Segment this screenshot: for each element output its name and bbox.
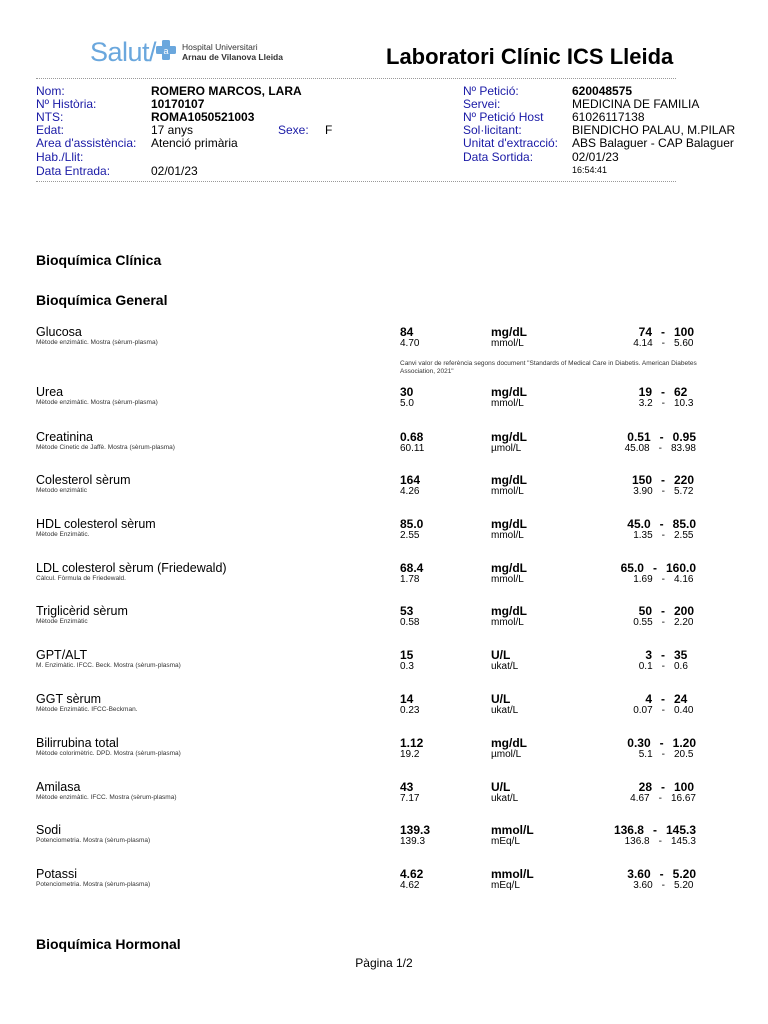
result-unit: mg/dL <box>491 517 527 531</box>
table-row <box>36 867 736 897</box>
sortida-label: Data Sortida: <box>463 150 534 164</box>
range-low: 45.08 <box>624 443 650 454</box>
range-low: 0.30 <box>627 736 651 750</box>
range-high: 200 <box>674 604 695 618</box>
result-unit: mg/dL <box>491 325 527 339</box>
result-unit-si: ukat/L <box>491 793 519 804</box>
range-high: 2.20 <box>674 617 694 628</box>
section-bioquimica-clinica: Bioquímica Clínica <box>36 252 162 268</box>
reference-range <box>576 780 696 794</box>
test-method: Potenciometria. Mostra (sèrum-plasma) <box>36 881 151 888</box>
range-high: 10.3 <box>674 398 694 409</box>
range-high: 24 <box>674 692 688 706</box>
table-row <box>36 473 736 503</box>
range-high: 0.95 <box>672 430 696 444</box>
area-label: Area d'assistència: <box>36 136 137 150</box>
range-dash: - <box>661 692 665 706</box>
range-high: 145.3 <box>670 836 696 847</box>
result-value: 14 <box>400 692 414 706</box>
host-value: 61026117138 <box>572 110 645 124</box>
result-value-si: 0.3 <box>400 661 414 672</box>
range-low: 0.07 <box>633 705 653 716</box>
range-low: 19 <box>638 385 652 399</box>
range-dash: - <box>661 325 665 339</box>
range-high: 220 <box>674 473 695 487</box>
section-bioquimica-general: Bioquímica General <box>36 292 168 308</box>
table-row <box>36 823 736 853</box>
range-high: 0.40 <box>674 705 694 716</box>
page-title: Laboratori Clínic ICS Lleida <box>386 44 674 69</box>
result-value: 164 <box>400 473 421 487</box>
range-dash: - <box>659 430 664 444</box>
table-row <box>36 385 736 415</box>
reference-range <box>576 867 696 881</box>
range-low: 3.90 <box>633 486 653 497</box>
test-name: Creatinina <box>36 430 93 444</box>
reference-range-si <box>576 749 696 760</box>
range-dash: - <box>661 661 665 672</box>
range-high: 5.20 <box>674 880 694 891</box>
result-unit: mg/dL <box>491 430 527 444</box>
range-low: 45.0 <box>627 517 651 531</box>
divider-bottom <box>36 181 676 182</box>
reference-range <box>576 561 696 575</box>
result-unit-si: mmol/L <box>491 530 524 541</box>
range-low: 1.69 <box>633 574 653 585</box>
test-method: Metodo enzimàtic <box>36 487 87 494</box>
result-value-si: 1.78 <box>400 574 420 585</box>
range-high: 62 <box>674 385 688 399</box>
nts-label: NTS: <box>36 110 64 124</box>
test-name: Amilasa <box>36 780 81 794</box>
sol-value: BIENDICHO PALAU, M.PILAR <box>572 123 736 137</box>
patient-name: ROMERO MARCOS, LARA <box>151 84 302 98</box>
table-row <box>36 517 736 547</box>
reference-range-si <box>576 705 696 716</box>
result-unit-si: µmol/L <box>491 749 522 760</box>
range-low: 65.0 <box>620 561 644 575</box>
range-low: 28 <box>638 780 652 794</box>
range-high: 100 <box>674 780 695 794</box>
range-dash: - <box>661 486 665 497</box>
result-value: 15 <box>400 648 414 662</box>
divider-top <box>36 78 676 79</box>
range-dash: - <box>661 780 665 794</box>
table-row <box>36 561 736 591</box>
range-high: 1.20 <box>672 736 696 750</box>
reference-range <box>576 823 696 837</box>
range-high: 35 <box>674 648 688 662</box>
result-value-si: 0.58 <box>400 617 420 628</box>
section-bioquimica-hormonal: Bioquímica Hormonal <box>36 936 181 952</box>
edat-value: 17 anys <box>151 123 194 137</box>
result-value: 30 <box>400 385 414 399</box>
table-row <box>36 325 736 355</box>
result-unit-si: µmol/L <box>491 443 522 454</box>
edat-label: Edat: <box>36 123 65 137</box>
result-unit: U/L <box>491 692 511 706</box>
reference-range <box>576 430 696 444</box>
range-low: 0.1 <box>638 661 653 672</box>
range-low: 136.8 <box>624 836 650 847</box>
reference-range-si <box>576 836 696 847</box>
reference-range-si <box>576 486 696 497</box>
reference-range-si <box>576 880 696 891</box>
result-value: 139.3 <box>400 823 431 837</box>
range-low: 4.14 <box>633 338 653 349</box>
reference-note: Canvi valor de referència segons document "Standards of Medical Care in Diabetis. American Diabetes Association, 2021" <box>400 360 697 375</box>
result-value: 68.4 <box>400 561 424 575</box>
test-method: Mètode Enzimàtic <box>36 618 88 625</box>
historia-value: 10170107 <box>151 97 205 111</box>
range-dash: - <box>658 836 662 847</box>
test-name: GPT/ALT <box>36 648 88 662</box>
result-unit-si: mmol/L <box>491 486 524 497</box>
reference-range <box>576 325 696 339</box>
range-dash: - <box>661 385 665 399</box>
svg-text:a: a <box>163 46 169 56</box>
reference-range <box>576 692 696 706</box>
test-method: Mètode enzimàtic. IFCC. Mostra (sèrum-plasma) <box>36 794 177 801</box>
sexe-label: Sexe: <box>278 123 309 137</box>
medical-cross-icon <box>154 38 178 62</box>
unitat-label: Unitat d'extracció: <box>463 136 558 150</box>
test-method: Mètode colorimètric. DPD. Mostra (sèrum-plasma) <box>36 750 181 757</box>
range-low: 0.55 <box>633 617 653 628</box>
reference-range <box>576 736 696 750</box>
range-dash: - <box>658 443 662 454</box>
reference-range <box>576 473 696 487</box>
result-unit-si: mmol/L <box>491 617 524 628</box>
reference-range-si <box>576 398 696 409</box>
result-unit: mg/dL <box>491 385 527 399</box>
result-value-si: 60.11 <box>400 443 425 454</box>
range-dash: - <box>661 880 665 891</box>
reference-range-si <box>576 617 696 628</box>
range-dash: - <box>659 867 664 881</box>
table-row <box>36 692 736 722</box>
range-high: 0.6 <box>674 661 688 672</box>
range-dash: - <box>652 823 657 837</box>
result-value-si: 7.17 <box>400 793 420 804</box>
result-value-si: 4.26 <box>400 486 420 497</box>
reference-range-si <box>576 793 696 804</box>
test-name: Glucosa <box>36 325 82 339</box>
host-label: Nº Petició Host <box>463 110 544 124</box>
result-unit: U/L <box>491 780 511 794</box>
test-name: Potassi <box>36 867 77 881</box>
result-value: 1.12 <box>400 736 424 750</box>
range-dash: - <box>661 749 665 760</box>
result-unit: mg/dL <box>491 473 527 487</box>
result-value: 0.68 <box>400 430 424 444</box>
result-unit: U/L <box>491 648 511 662</box>
table-row <box>36 648 736 678</box>
range-high: 4.16 <box>674 574 694 585</box>
range-low: 4 <box>645 692 652 706</box>
test-method: Mètode Cinetic de Jaffè. Mostra (sèrum-plasma) <box>36 444 175 451</box>
result-value-si: 139.3 <box>400 836 426 847</box>
range-dash: - <box>661 604 665 618</box>
sortida-value: 02/01/23 <box>572 150 619 164</box>
test-name: Bilirrubina total <box>36 736 119 750</box>
range-low: 4.67 <box>630 793 650 804</box>
range-low: 5.1 <box>638 749 653 760</box>
entrada-value: 02/01/23 <box>151 164 198 178</box>
test-method: M. Enzimàtic. IFCC. Beck. Mostra (sèrum-plasma) <box>36 662 181 669</box>
range-high: 5.72 <box>674 486 694 497</box>
result-value: 53 <box>400 604 414 618</box>
range-low: 0.51 <box>627 430 651 444</box>
nts-value: ROMA1050521003 <box>151 110 255 124</box>
reference-range <box>576 648 696 662</box>
reference-range-si <box>576 661 696 672</box>
historia-label: Nº Història: <box>36 97 97 111</box>
test-method: Mètode Enzimàtic. <box>36 531 90 538</box>
range-high: 160.0 <box>665 561 696 575</box>
salut-logo <box>90 34 283 70</box>
result-unit-si: mEq/L <box>491 836 520 847</box>
range-high: 100 <box>674 325 695 339</box>
hab-label: Hab./Llit: <box>36 150 84 164</box>
unitat-value: ABS Balaguer - CAP Balaguer <box>572 136 734 150</box>
test-name: HDL colesterol sèrum <box>36 517 156 531</box>
range-high: 5.60 <box>674 338 694 349</box>
range-dash: - <box>661 617 665 628</box>
test-method: Potenciometria. Mostra (sèrum-plasma) <box>36 837 151 844</box>
peticio-label: Nº Petició: <box>463 84 519 98</box>
table-row <box>36 780 736 810</box>
reference-range <box>576 385 696 399</box>
range-high: 85.0 <box>672 517 696 531</box>
hospital-name: Hospital Universitari Arnau de Vilanova Lleida <box>182 42 283 62</box>
reference-range-si <box>576 530 696 541</box>
result-value: 85.0 <box>400 517 424 531</box>
range-high: 145.3 <box>665 823 696 837</box>
result-value-si: 2.55 <box>400 530 420 541</box>
result-value-si: 5.0 <box>400 398 414 409</box>
test-name: LDL colesterol sèrum (Friedewald) <box>36 561 227 575</box>
range-low: 3.60 <box>633 880 653 891</box>
range-high: 2.55 <box>674 530 694 541</box>
result-unit-si: mmol/L <box>491 574 524 585</box>
test-method: Mètode enzimàtic. Mostra (sèrum-plasma) <box>36 399 158 406</box>
test-name: GGT sèrum <box>36 692 102 706</box>
result-value: 4.62 <box>400 867 424 881</box>
range-high: 16.67 <box>670 793 696 804</box>
result-unit-si: mmol/L <box>491 398 524 409</box>
range-dash: - <box>661 530 665 541</box>
range-dash: - <box>661 574 665 585</box>
result-unit-si: ukat/L <box>491 705 519 716</box>
result-unit-si: mEq/L <box>491 880 520 891</box>
range-low: 1.35 <box>633 530 653 541</box>
range-dash: - <box>659 736 664 750</box>
test-name: Urea <box>36 385 64 399</box>
test-method: Mètode Enzimàtic. IFCC-Beckman. <box>36 706 138 713</box>
table-row <box>36 430 736 460</box>
reference-range-si <box>576 443 696 454</box>
range-high: 5.20 <box>672 867 696 881</box>
result-unit-si: mmol/L <box>491 338 524 349</box>
logo-wordmark: Salut/ <box>90 36 157 67</box>
servei-value: MEDICINA DE FAMILIA <box>572 97 700 111</box>
sol-label: Sol·licitant: <box>463 123 522 137</box>
result-value: 84 <box>400 325 414 339</box>
range-dash: - <box>659 517 664 531</box>
result-unit: mg/dL <box>491 736 527 750</box>
test-name: Colesterol sèrum <box>36 473 131 487</box>
area-value: Atenció primària <box>151 136 238 150</box>
range-dash: - <box>652 561 657 575</box>
nom-label: Nom: <box>36 84 65 98</box>
reference-range <box>576 517 696 531</box>
result-value-si: 4.70 <box>400 338 420 349</box>
page-number: Pàgina 1/2 <box>355 956 413 970</box>
range-high: 20.5 <box>674 749 694 760</box>
range-low: 74 <box>638 325 652 339</box>
range-dash: - <box>658 793 662 804</box>
test-name: Sodi <box>36 823 62 837</box>
result-unit: mg/dL <box>491 604 527 618</box>
reference-range <box>576 604 696 618</box>
entrada-label: Data Entrada: <box>36 164 111 178</box>
result-unit: mmol/L <box>491 823 534 837</box>
sortida-time: 16:54:41 <box>572 165 608 175</box>
range-low: 3.60 <box>627 867 651 881</box>
range-low: 3 <box>645 648 652 662</box>
test-method: Mètode enzimàtic. Mostra (sèrum-plasma) <box>36 339 158 346</box>
range-high: 83.98 <box>670 443 696 454</box>
servei-label: Servei: <box>463 97 501 111</box>
reference-range-si <box>576 338 696 349</box>
result-value-si: 0.23 <box>400 705 420 716</box>
range-dash: - <box>661 705 665 716</box>
result-unit: mg/dL <box>491 561 527 575</box>
result-value-si: 19.2 <box>400 749 420 760</box>
sexe-value: F <box>325 123 333 137</box>
range-low: 150 <box>631 473 652 487</box>
range-low: 50 <box>638 604 652 618</box>
range-low: 136.8 <box>613 823 644 837</box>
reference-range-si <box>576 574 696 585</box>
range-low: 3.2 <box>638 398 653 409</box>
result-value: 43 <box>400 780 414 794</box>
test-method: Càlcul. Fòrmula de Friedewald. <box>36 575 126 582</box>
range-dash: - <box>661 648 665 662</box>
peticio-value: 620048575 <box>572 84 633 98</box>
range-dash: - <box>661 473 665 487</box>
result-unit-si: ukat/L <box>491 661 519 672</box>
result-unit: mmol/L <box>491 867 534 881</box>
range-dash: - <box>661 398 665 409</box>
result-value-si: 4.62 <box>400 880 420 891</box>
range-dash: - <box>661 338 665 349</box>
table-row <box>36 604 736 634</box>
test-name: Triglicèrid sèrum <box>36 604 128 618</box>
table-row <box>36 736 736 766</box>
